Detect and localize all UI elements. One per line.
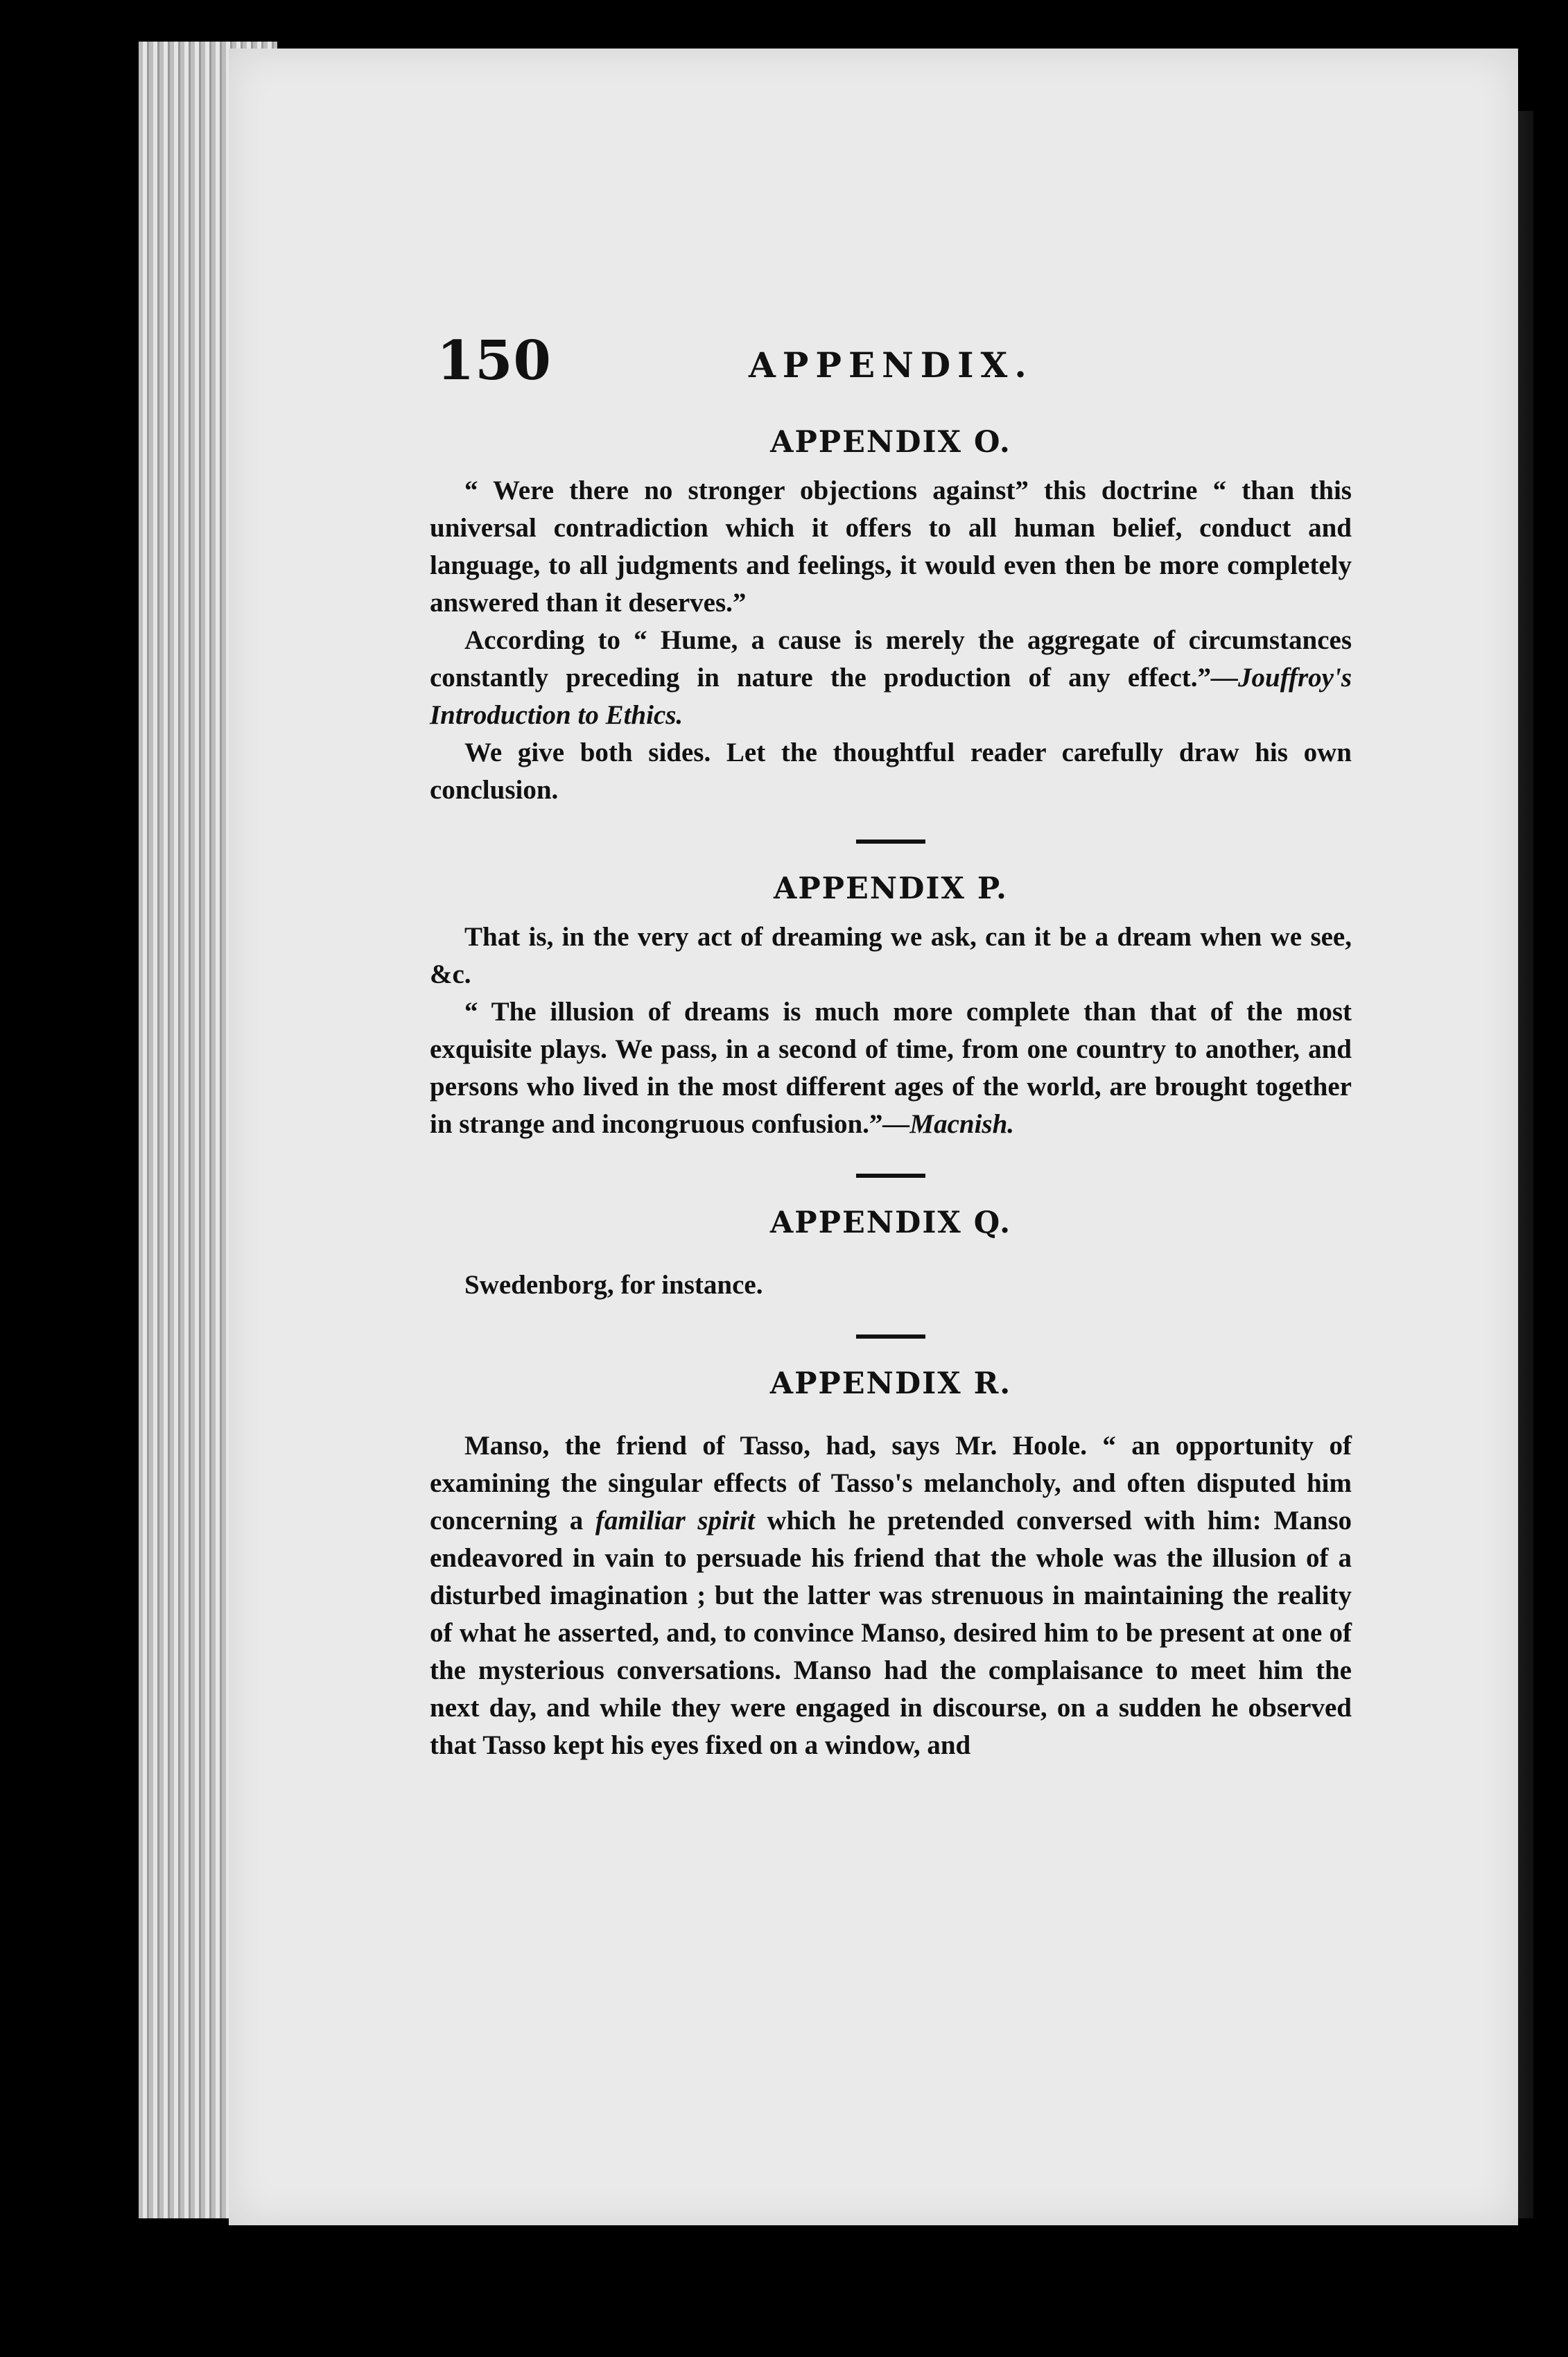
- appendix-p-paragraph-1: That is, in the very act of dreaming we ask, can it be a dream when we see, &c.: [430, 922, 1352, 989]
- section-divider: [856, 1174, 925, 1178]
- appendix-r-paragraph-1: [430, 1427, 1352, 1764]
- appendix-o-title: APPENDIX O.: [770, 425, 1011, 460]
- appendix-r-text-b: which he pretended conversed with him: Manso endeavored in vain to persuade his friend that the whole was the illusion of a disturbed imagination ; but the latter was strenuous in maintaining the reality of what he asserted, and, to convince Manso, desired him to be present at one of the mysterious conversations. Manso had the complaisance to meet him the next day, and while they were engaged in discourse, on a sudden he observed that Tasso kept his eyes fixed on a window, and: [430, 1506, 1352, 1760]
- appendix-q-title: APPENDIX Q.: [769, 1206, 1012, 1240]
- appendix-o-paragraph-2: [430, 622, 1352, 734]
- appendix-p: [430, 871, 1352, 1143]
- page-header: [430, 329, 1352, 406]
- appendix-r-emphasis: familiar spirit: [595, 1506, 755, 1536]
- appendix-q-paragraph-1: Swedenborg, for instance.: [464, 1270, 763, 1300]
- appendix-o-paragraph-1: “ Were there no stronger objections against” this doctrine “ than this universal contradiction which it offers to all human belief, conduct and language, to all judgments and feelings, it would even then be more completely answered than it deserves.”: [430, 476, 1352, 618]
- page-content: [430, 329, 1352, 1764]
- appendix-o-citation: —Jouffroy's Introduction to Ethics.: [430, 663, 1352, 730]
- appendix-p-title: APPENDIX P.: [773, 871, 1009, 906]
- appendix-o: [430, 425, 1352, 809]
- appendix-o-paragraph-2-text: According to “ Hume, a cause is merely the aggregate of circumstances constantly preceding in nature the production of any effect.”: [430, 625, 1352, 693]
- appendix-p-citation: —Macnish.: [882, 1109, 1015, 1139]
- page-number: 150: [437, 329, 552, 392]
- appendix-p-paragraph-2: [430, 993, 1352, 1143]
- running-head: APPENDIX.: [749, 345, 1034, 385]
- appendix-q: [430, 1206, 1352, 1304]
- appendix-o-paragraph-3: We give both sides. Let the thoughtful reader carefully draw his own conclusion.: [430, 738, 1352, 805]
- appendix-r-text-a: Manso, the friend of Tasso, had, says Mr. Hoole. “ an opportunity of examining the singular effects of Tasso's melancholy, and often disputed him concerning a: [430, 1431, 1352, 1536]
- section-divider: [856, 840, 925, 844]
- section-divider: [856, 1334, 925, 1339]
- appendix-r: [430, 1366, 1352, 1764]
- appendix-r-title: APPENDIX R.: [769, 1366, 1012, 1401]
- appendix-p-paragraph-2-text: “ The illusion of dreams is much more complete than that of the most exquisite plays. We pass, in a second of time, from one country to another, and persons who lived in the most different ages of the world, are brought together in strange and incongruous confusion.”: [430, 997, 1352, 1139]
